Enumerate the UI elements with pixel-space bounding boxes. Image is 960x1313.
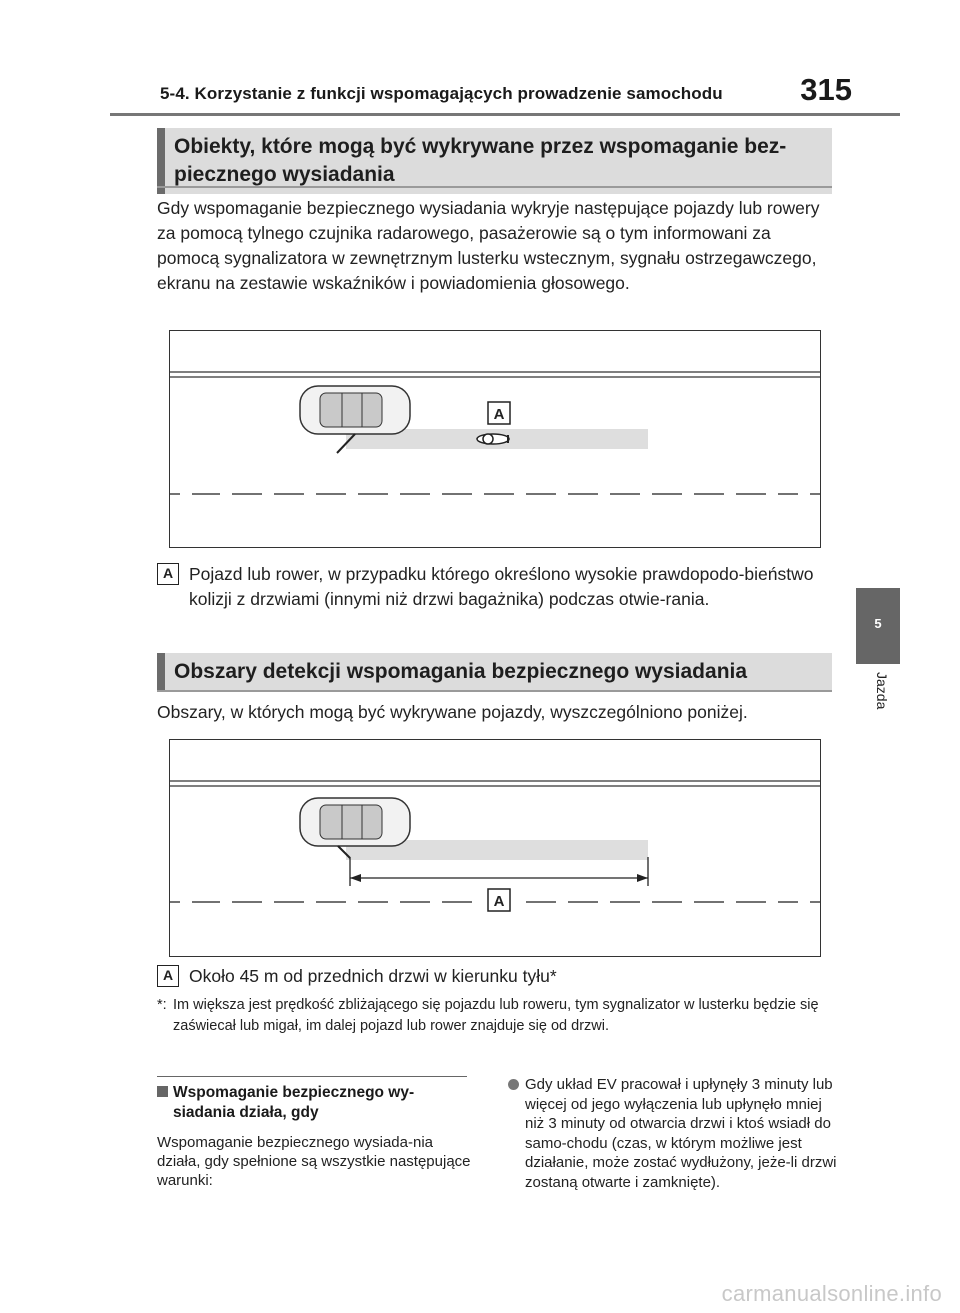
legend-marker: A (157, 563, 179, 585)
header-rule (110, 113, 900, 116)
square-bullet-icon (157, 1086, 168, 1097)
right-column (508, 1075, 838, 1192)
footnote-text: Im większa jest prędkość zbliżającego się pojazdu lub roweru, tym sygnalizator w lusterku będzie się zaświecał lub migał, im dalej pojazd lub rower znajduje się od drzwi. (173, 997, 819, 1034)
footnote-mark: *: (157, 997, 167, 1013)
figure1-drawing (170, 331, 820, 546)
footnote (157, 995, 829, 1037)
range-dimension-arrow (350, 857, 648, 886)
page-header (160, 72, 860, 110)
section-rule (157, 186, 832, 188)
section-heading-text: Obszary detekcji wspomagania bezpiecznego wysiadania (174, 660, 748, 683)
section-heading-detection-areas (157, 653, 832, 691)
section1-paragraph: Gdy wspomaganie bezpiecznego wysiadania wykryje następujące pojazdy lub rowery za pomocą tylnego czujnika radarowego, pasażerowie są o tym informowani za pomocą sygnalizatora w zewnętrznym lusterku wstecznym, sygnału ostrzegawczego, ekranu na zestawie wskaźników i powiadomienia głosowego. (157, 198, 820, 293)
section-heading-line1: Obiekty, które mogą być wykrywane przez wspomaganie bez- (174, 135, 787, 158)
column-rule (157, 1076, 467, 1077)
chapter-tab-label: Jazda (874, 672, 890, 710)
figure-detected-objects (169, 330, 821, 548)
section2-paragraph: Obszary, w których mogą być wykrywane pojazdy, wyszczególniono poniżej. (157, 702, 748, 722)
operating-conditions-text: Wspomaganie bezpiecznego wysiada-nia działa, gdy spełnione są wszystkie następujące warunki: (157, 1134, 471, 1189)
section-rule (157, 690, 832, 692)
figure-detection-area (169, 739, 821, 957)
condition-text: Gdy układ EV pracował i upłynęły 3 minuty lub więcej od jego wyłączenia lub upłynęło mniej niż 3 minuty od otwarcia drzwi i ktoś wsiadł do samo-chodu (czas, w którym możliwe jest działanie, może zostać wydłużony, jeże-li drzwi zostaną otwarte i zamknięte). (525, 1076, 837, 1191)
bicycle-rider-icon (477, 434, 509, 444)
callout-a: A (493, 406, 505, 423)
subheading-text: Wspomaganie bezpiecznego wy-siadania działa, gdy (173, 1084, 415, 1121)
legend-text: Około 45 m od przednich drzwi w kierunku tyłu* (189, 966, 557, 986)
operating-conditions-heading (157, 1083, 475, 1123)
section-heading-objects (157, 128, 832, 194)
legend-text: Pojazd lub rower, w przypadku którego określono wysokie prawdopodo-bieństwo kolizji z drzwiami (innymi niż drzwi bagażnika) podczas otwie-rania. (189, 564, 814, 609)
figure2-drawing (170, 740, 820, 955)
section-heading-line2: piecznego wysiadania (174, 163, 395, 186)
watermark: carmanualsonline.info (721, 1281, 942, 1306)
condition-bullet (508, 1075, 838, 1192)
page-number: 315 (800, 72, 852, 107)
chapter-title: 5-4. Korzystanie z funkcji wspomagających prowadzenie samochodu (160, 84, 723, 103)
left-column (157, 1083, 475, 1190)
legend-a (157, 964, 829, 989)
chapter-tab: 5 (856, 588, 900, 664)
legend-marker: A (157, 965, 179, 987)
callout-a: A (493, 893, 505, 910)
legend-a (157, 562, 829, 612)
round-bullet-icon (508, 1079, 519, 1090)
